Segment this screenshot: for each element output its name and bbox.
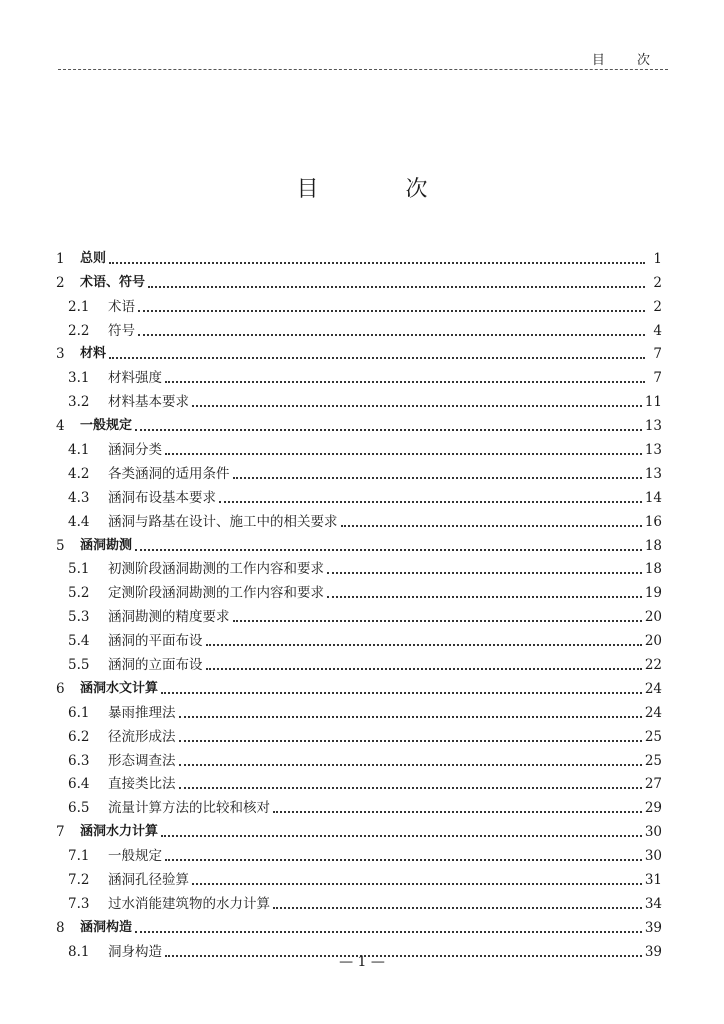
toc-entry-page: 29 xyxy=(644,800,662,817)
toc-dot-leader xyxy=(161,692,642,694)
toc-entry-title: 定测阶段涵洞勘测的工作内容和要求 xyxy=(108,585,324,602)
toc-entry-number: 2.1 xyxy=(68,298,90,315)
toc-entry-page: 25 xyxy=(644,728,662,745)
toc-entry-title: 术语、符号 xyxy=(80,274,146,290)
toc-section-entry[interactable] xyxy=(56,746,662,770)
toc-entry-title: 材料强度 xyxy=(108,370,162,387)
toc-entry-page: 39 xyxy=(644,943,662,960)
toc-section-entry[interactable] xyxy=(56,626,662,650)
toc-dot-leader xyxy=(219,501,642,503)
toc-entry-page: 18 xyxy=(644,537,662,554)
toc-entry-number: 5.5 xyxy=(68,657,90,674)
toc-entry-page: 31 xyxy=(644,872,662,889)
toc-section-entry[interactable] xyxy=(56,841,662,865)
toc-dot-leader xyxy=(135,931,642,933)
toc-chapter-entry[interactable] xyxy=(56,817,662,841)
table-of-contents xyxy=(56,244,662,961)
toc-dot-leader xyxy=(138,310,645,312)
toc-entry-number: 7.1 xyxy=(68,848,90,865)
toc-entry-page: 34 xyxy=(644,895,662,912)
toc-entry-title: 暴雨推理法 xyxy=(108,704,176,721)
toc-entry-page: 7 xyxy=(653,346,662,363)
toc-entry-number: 3 xyxy=(56,346,65,363)
toc-entry-title: 洞身构造 xyxy=(108,943,162,960)
toc-entry-page: 19 xyxy=(644,585,662,602)
toc-entry-title: 涵洞分类 xyxy=(108,442,162,459)
toc-dot-leader xyxy=(341,525,642,527)
toc-entry-number: 4.3 xyxy=(68,489,90,506)
toc-entry-title: 初测阶段涵洞勘测的工作内容和要求 xyxy=(108,561,324,578)
toc-entry-title: 材料基本要求 xyxy=(108,394,189,411)
toc-entry-number: 5.2 xyxy=(68,585,90,602)
toc-chapter-entry[interactable] xyxy=(56,411,662,435)
toc-entry-title: 涵洞水文计算 xyxy=(80,680,159,696)
toc-section-entry[interactable] xyxy=(56,650,662,674)
toc-dot-leader xyxy=(206,644,642,646)
toc-dot-leader xyxy=(165,381,645,383)
toc-entry-number: 5 xyxy=(56,537,65,554)
toc-entry-page: 24 xyxy=(644,680,662,697)
toc-entry-number: 4.2 xyxy=(68,465,90,482)
toc-entry-title: 涵洞勘测 xyxy=(80,537,133,553)
toc-entry-page: 13 xyxy=(644,442,662,459)
page-title: 目 次 xyxy=(296,177,468,202)
toc-entry-title: 流量计算方法的比较和核对 xyxy=(108,800,270,817)
toc-dot-leader xyxy=(179,764,642,766)
toc-entry-title: 符号 xyxy=(108,322,135,339)
toc-entry-number: 8 xyxy=(56,919,65,936)
toc-section-entry[interactable] xyxy=(56,793,662,817)
toc-entry-number: 6 xyxy=(56,680,65,697)
toc-entry-number: 4.1 xyxy=(68,442,90,459)
toc-dot-leader xyxy=(233,620,642,622)
toc-entry-page: 39 xyxy=(644,919,662,936)
toc-entry-page: 30 xyxy=(644,848,662,865)
toc-entry-title: 一般规定 xyxy=(80,418,133,434)
toc-chapter-entry[interactable] xyxy=(56,913,662,937)
toc-entry-number: 2.2 xyxy=(68,322,90,339)
toc-dot-leader xyxy=(192,883,642,885)
toc-entry-title: 涵洞构造 xyxy=(80,919,133,935)
toc-entry-number: 7 xyxy=(56,824,65,841)
toc-entry-number: 7.3 xyxy=(68,895,90,912)
toc-entry-page: 30 xyxy=(644,824,662,841)
toc-entry-page: 2 xyxy=(653,274,662,291)
toc-section-entry[interactable] xyxy=(56,507,662,531)
toc-section-entry[interactable] xyxy=(56,435,662,459)
toc-entry-title: 涵洞勘测的精度要求 xyxy=(108,609,230,626)
toc-dot-leader xyxy=(165,859,642,861)
toc-entry-number: 5.4 xyxy=(68,633,90,650)
toc-entry-page: 20 xyxy=(644,609,662,626)
toc-section-entry[interactable] xyxy=(56,363,662,387)
toc-section-entry[interactable] xyxy=(56,316,662,340)
toc-entry-title: 涵洞的立面布设 xyxy=(108,657,203,674)
toc-entry-page: 4 xyxy=(653,322,662,339)
toc-entry-title: 直接类比法 xyxy=(108,776,176,793)
toc-dot-leader xyxy=(273,811,642,813)
toc-chapter-entry[interactable] xyxy=(56,268,662,292)
toc-dot-leader xyxy=(206,668,642,670)
toc-entry-page: 18 xyxy=(644,561,662,578)
page-number-footer: — 1 — xyxy=(339,954,385,970)
toc-entry-number: 6.5 xyxy=(68,800,90,817)
toc-entry-page: 20 xyxy=(644,633,662,650)
toc-dot-leader xyxy=(165,453,642,455)
toc-entry-page: 11 xyxy=(644,394,662,411)
toc-entry-title: 径流形成法 xyxy=(108,728,176,745)
toc-entry-title: 涵洞与路基在设计、施工中的相关要求 xyxy=(108,513,338,530)
toc-entry-number: 1 xyxy=(56,250,65,267)
toc-entry-number: 5.1 xyxy=(68,561,90,578)
toc-dot-leader xyxy=(179,716,642,718)
toc-entry-title: 各类涵洞的适用条件 xyxy=(108,465,230,482)
toc-section-entry[interactable] xyxy=(56,770,662,794)
toc-entry-title: 材料 xyxy=(80,346,107,362)
toc-dot-leader xyxy=(233,477,642,479)
toc-dot-leader xyxy=(161,835,642,837)
toc-section-entry[interactable] xyxy=(56,459,662,483)
toc-chapter-entry[interactable] xyxy=(56,531,662,555)
toc-chapter-entry[interactable] xyxy=(56,674,662,698)
toc-chapter-entry[interactable] xyxy=(56,340,662,364)
toc-section-entry[interactable] xyxy=(56,889,662,913)
toc-entry-number: 4 xyxy=(56,418,65,435)
toc-entry-page: 7 xyxy=(653,370,662,387)
header-rule xyxy=(58,69,668,70)
toc-dot-leader xyxy=(109,262,645,264)
toc-dot-leader xyxy=(135,549,642,551)
toc-section-entry[interactable] xyxy=(56,555,662,579)
toc-entry-page: 2 xyxy=(653,298,662,315)
toc-entry-page: 25 xyxy=(644,752,662,769)
toc-entry-number: 5.3 xyxy=(68,609,90,626)
toc-dot-leader xyxy=(273,907,642,909)
toc-entry-page: 16 xyxy=(644,513,662,530)
toc-dot-leader xyxy=(192,405,642,407)
toc-entry-page: 1 xyxy=(653,250,662,267)
toc-entry-number: 8.1 xyxy=(68,943,90,960)
toc-section-entry[interactable] xyxy=(56,865,662,889)
toc-entry-page: 13 xyxy=(644,465,662,482)
toc-entry-page: 14 xyxy=(644,489,662,506)
toc-section-entry[interactable] xyxy=(56,483,662,507)
toc-dot-leader xyxy=(135,429,642,431)
toc-entry-title: 涵洞水力计算 xyxy=(80,824,159,840)
toc-entry-number: 6.1 xyxy=(68,704,90,721)
toc-entry-number: 3.2 xyxy=(68,394,90,411)
toc-section-entry[interactable] xyxy=(56,292,662,316)
toc-entry-title: 一般规定 xyxy=(108,848,162,865)
toc-entry-number: 6.4 xyxy=(68,776,90,793)
toc-entry-page: 24 xyxy=(644,704,662,721)
toc-entry-title: 过水消能建筑物的水力计算 xyxy=(108,895,270,912)
toc-dot-leader xyxy=(148,286,645,288)
toc-entry-title: 涵洞布设基本要求 xyxy=(108,489,216,506)
toc-section-entry[interactable] xyxy=(56,722,662,746)
toc-entry-page: 13 xyxy=(644,418,662,435)
toc-entry-title: 涵洞的平面布设 xyxy=(108,633,203,650)
toc-entry-number: 4.4 xyxy=(68,513,90,530)
toc-dot-leader xyxy=(109,357,645,359)
toc-dot-leader xyxy=(179,787,642,789)
toc-chapter-entry[interactable] xyxy=(56,244,662,268)
toc-entry-title: 涵洞孔径验算 xyxy=(108,872,189,889)
toc-entry-page: 22 xyxy=(644,657,662,674)
toc-dot-leader xyxy=(327,596,642,598)
toc-entry-title: 总则 xyxy=(80,250,107,266)
running-header-title: 目 次 xyxy=(591,53,664,68)
toc-section-entry[interactable] xyxy=(56,698,662,722)
toc-dot-leader xyxy=(138,334,645,336)
toc-section-entry[interactable] xyxy=(56,602,662,626)
toc-entry-number: 7.2 xyxy=(68,872,90,889)
toc-entry-title: 术语 xyxy=(108,298,135,315)
toc-dot-leader xyxy=(327,572,642,574)
toc-entry-number: 3.1 xyxy=(68,370,90,387)
toc-entry-number: 6.2 xyxy=(68,728,90,745)
toc-entry-title: 形态调查法 xyxy=(108,752,176,769)
toc-section-entry[interactable] xyxy=(56,387,662,411)
toc-entry-page: 27 xyxy=(644,776,662,793)
toc-section-entry[interactable] xyxy=(56,578,662,602)
toc-dot-leader xyxy=(179,740,642,742)
toc-entry-number: 6.3 xyxy=(68,752,90,769)
toc-entry-number: 2 xyxy=(56,274,65,291)
